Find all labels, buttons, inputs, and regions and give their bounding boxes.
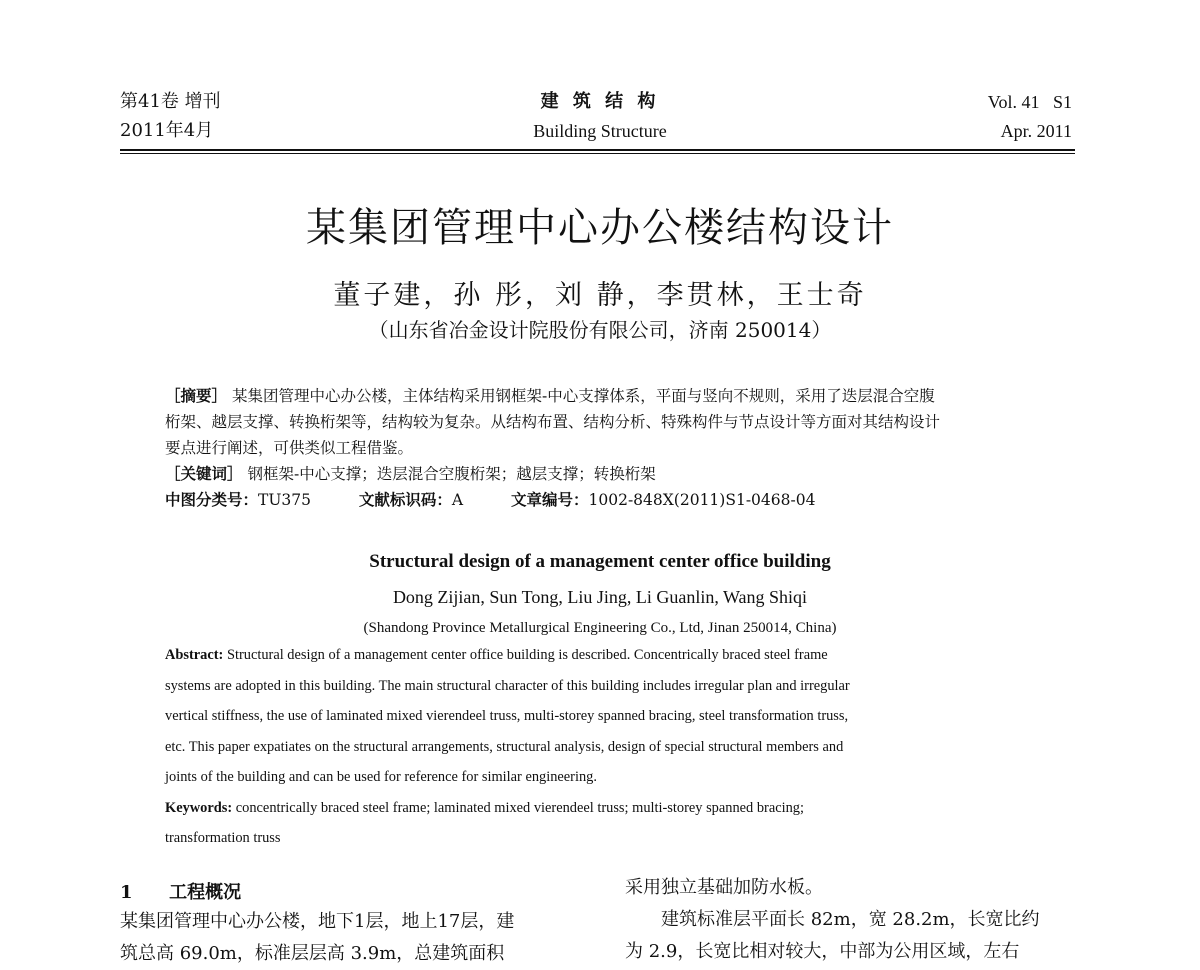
section-heading [120, 878, 241, 904]
en-abstract-line-4: etc. This paper expatiates on the structural arrangements, structural analysis, design of special structural members and [165, 738, 844, 755]
header-rule-thick [120, 149, 1075, 151]
en-abstract-line-1: Abstract: Structural design of a management center office building is described. Concentrically braced steel frame [165, 647, 828, 663]
cn-classification: 中图分类号：TU375 文献标识码：A 文章编号：1002-848X(2011)S1-0468-04 [165, 490, 816, 509]
en-abstract [165, 640, 1037, 854]
en-keywords-label: Keywords: [165, 799, 233, 816]
body-right-line-2: 建筑标准层平面长 82m，宽 28.2m，长宽比约 [661, 909, 1040, 930]
header-rule-thin [120, 153, 1075, 154]
en-abstract-line-5: joints of the building and can be used for reference for similar engineering. [165, 769, 597, 785]
body-right-line-1: 采用独立基础加防水板。 [625, 877, 823, 898]
body-left-column [120, 906, 590, 970]
cn-abstract-line-3: 要点进行阐述，可供类似工程借鉴。 [165, 439, 414, 457]
en-keywords-line-2: transformation truss [165, 830, 281, 846]
section-title: 工程概况 [169, 882, 242, 903]
cn-abstract-line-2: 桁架、越层支撑、转换桁架等，结构较为复杂。从结构布置、结构分析、特殊构件与节点设计等方面对其结构设计 [165, 413, 941, 431]
journal-date: 2011年4月 [120, 120, 214, 141]
body-right-line-3: 为 2.9，长宽比相对较大，中部为公用区域，左右 [625, 941, 1020, 962]
author-affiliation: （山东省冶金设计院股份有限公司，济南 250014） [368, 318, 832, 342]
cn-abstract-line-1: ［摘要］ 某集团管理中心办公楼，主体结构采用钢框架-中心支撑体系，平面与竖向不规则，采用了迭层混合空腹 [165, 386, 935, 405]
body-left-line-2: 筑总高 69.0m，标准层层高 3.9m，总建筑面积 [120, 943, 505, 964]
en-paper-title: Structural design of a management center office building [369, 551, 831, 572]
en-author-list: Dong Zijian, Sun Tong, Liu Jing, Li Guanlin, Wang Shiqi [392, 587, 808, 607]
section-number: 1 [120, 882, 133, 903]
body-right-column [625, 872, 1080, 968]
body-left-line-1: 某集团管理中心办公楼，地下1层，地上17层，建 [120, 911, 515, 932]
cn-keywords-label: ［关键词］ [165, 464, 243, 483]
journal-name-en: Building Structure [533, 121, 667, 141]
en-abstract-line-3: vertical stiffness, the use of laminated mixed vierendeel truss, multi-storey spanned bracing, steel transformation truss, [165, 708, 849, 724]
en-keywords-line-1: Keywords: concentrically braced steel frame; laminated mixed vierendeel truss; multi-storey spanned bracing; [165, 799, 804, 816]
cn-keywords: ［关键词］ 钢框架-中心支撑；迭层混合空腹桁架；越层支撑；转换桁架 [165, 464, 656, 483]
paper-title: 某集团管理中心办公楼结构设计 [306, 205, 894, 251]
en-affiliation: (Shandong Province Metallurgical Engineering Co., Ltd, Jinan 250014, China) [363, 620, 837, 636]
journal-date-en: Apr. 2011 [1000, 121, 1072, 141]
en-abstract-line-2: systems are adopted in this building. The main structural character of this building includes irregular plan and irregular [165, 677, 850, 694]
journal-volume: 第41卷 增刊 [120, 91, 221, 112]
en-abstract-label: Abstract: [165, 647, 224, 663]
journal-name-cn: 建 筑 结 构 [540, 91, 660, 112]
cn-abstract [165, 383, 1045, 513]
author-list: 董子建，孙 彤，刘 静，李贯林，王士奇 [333, 280, 867, 311]
cn-abstract-label: ［摘要］ [165, 386, 228, 405]
journal-vol-en: Vol. 41 S1 [987, 92, 1072, 112]
